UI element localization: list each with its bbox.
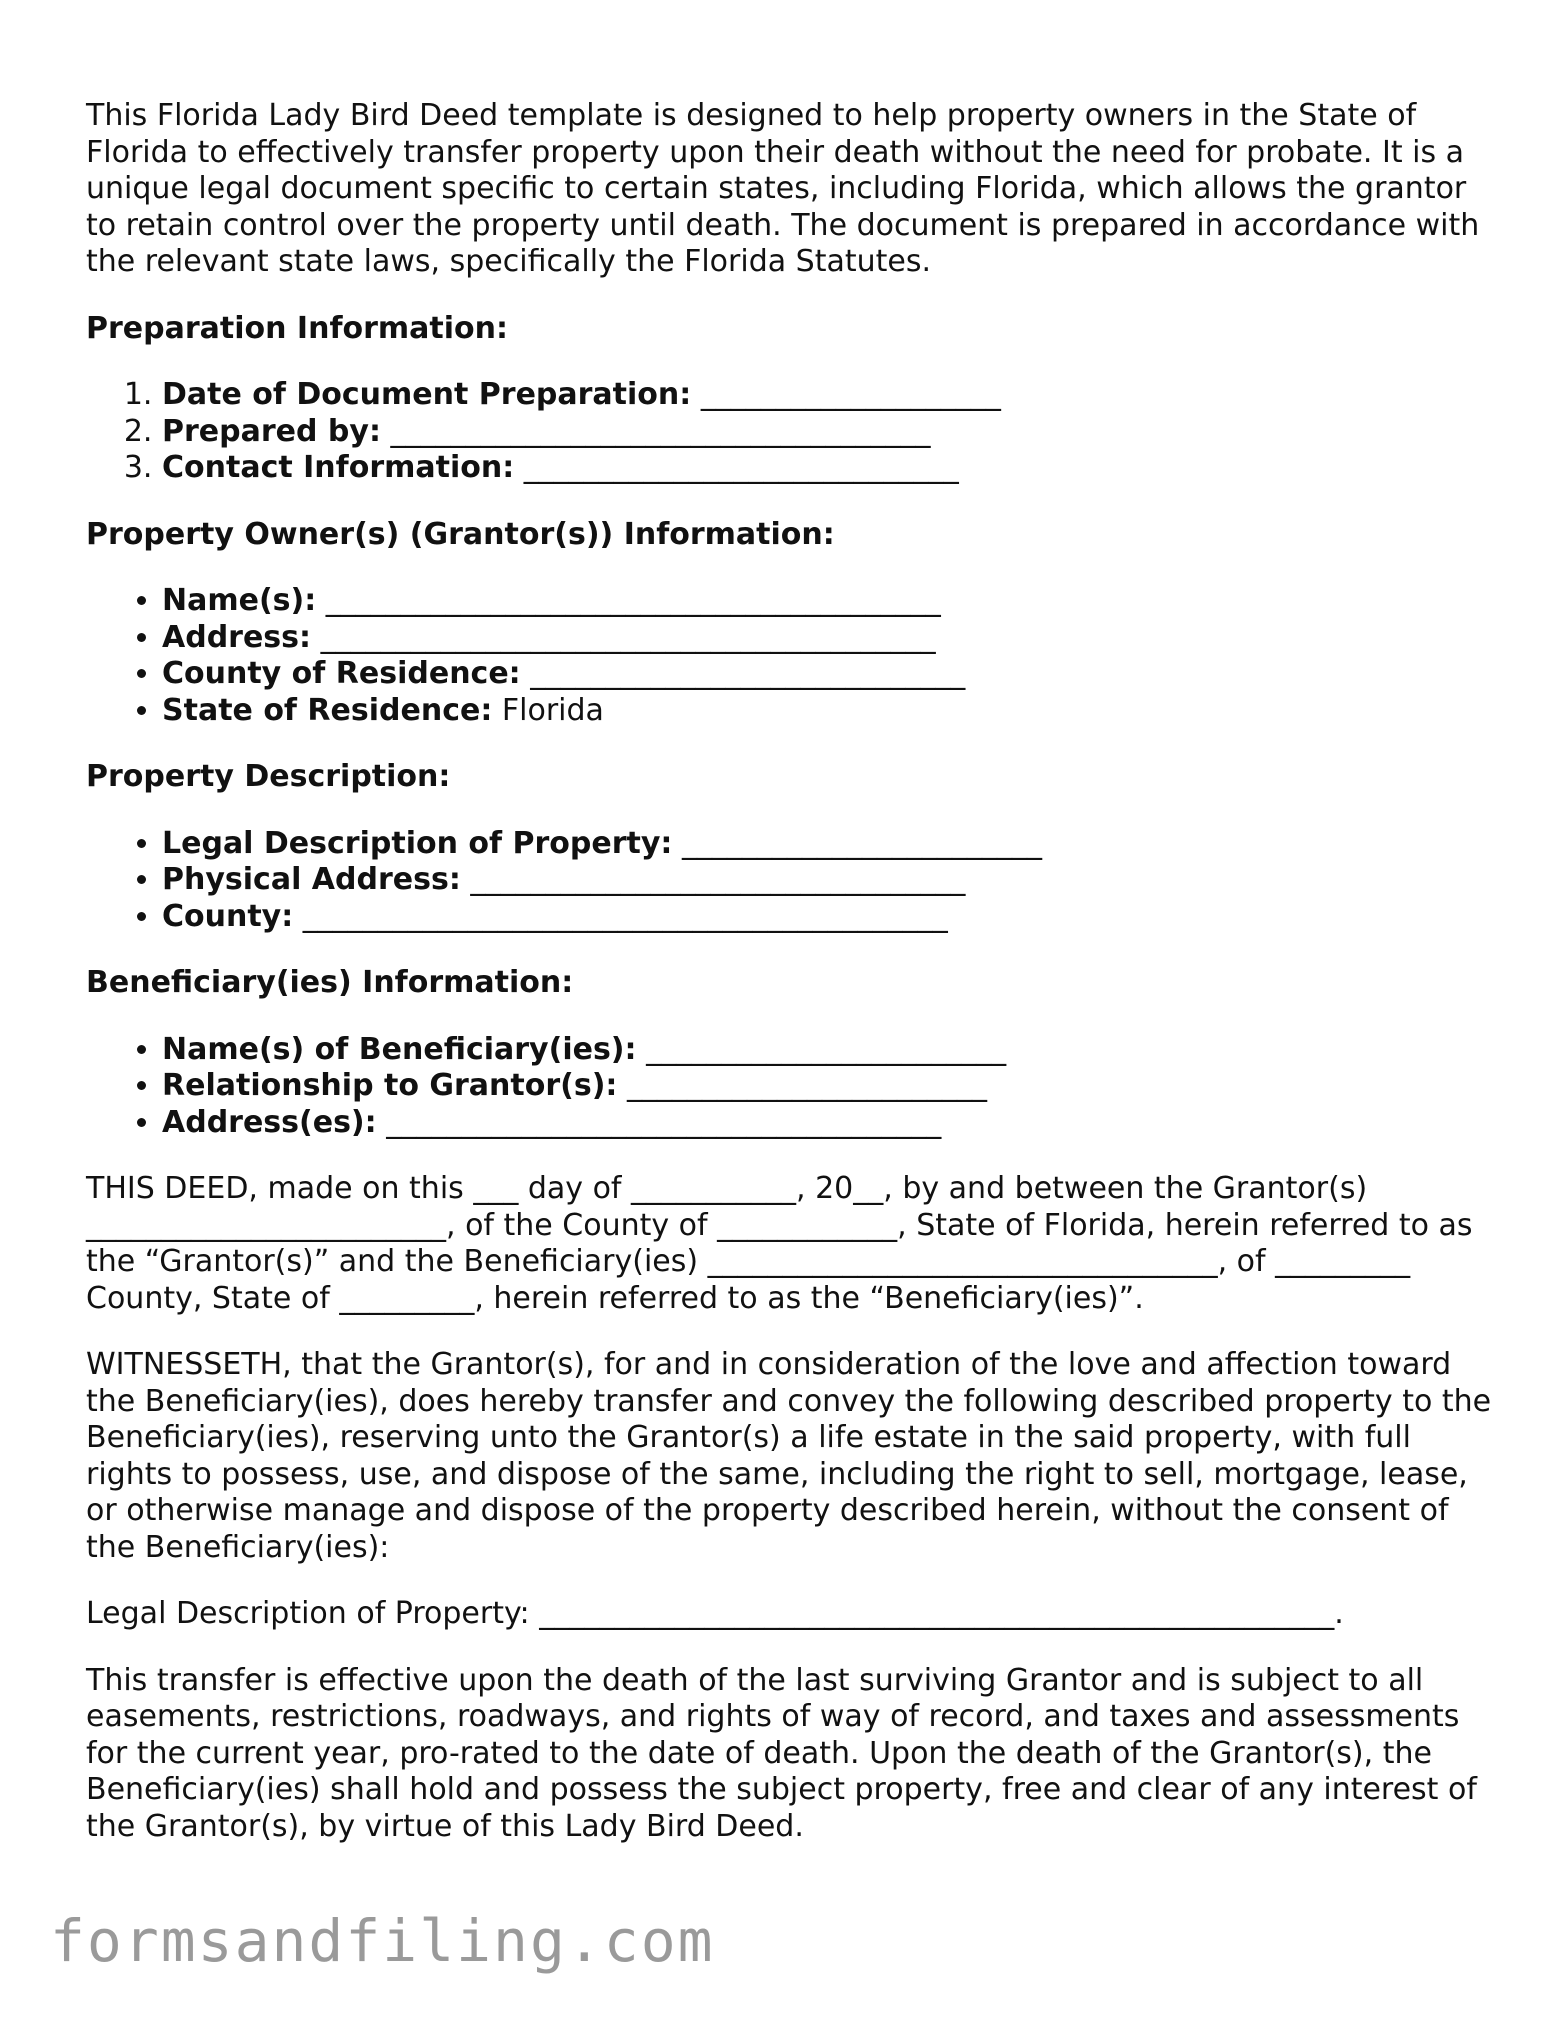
owner-item-names <box>162 583 1496 620</box>
field-label: Legal Description of Property: <box>162 825 673 861</box>
property-heading: Property Description: <box>86 759 451 794</box>
blank-line: ________________________ <box>681 825 1042 861</box>
property-item-county <box>162 899 1496 936</box>
property-list <box>86 826 1496 936</box>
blank-line: _____________________________________ <box>386 1104 942 1140</box>
blank-line: ________________________ <box>646 1031 1007 1067</box>
blank-line: _________________________________ <box>470 862 966 897</box>
beneficiary-heading: Beneficiary(ies) Information: <box>86 965 574 1000</box>
owner-item-county <box>162 656 1496 693</box>
field-label: Address: <box>162 619 312 655</box>
field-label: Name(s) of Beneficiary(ies): <box>162 1031 637 1067</box>
field-label: Relationship to Grantor(s): <box>162 1068 618 1103</box>
field-label: Physical Address: <box>162 862 461 897</box>
blank-line: ___________________________________________ <box>302 898 948 934</box>
field-label: Contact Information: <box>162 450 515 485</box>
property-item-address <box>162 862 1496 899</box>
blank-line: _________________________________________ <box>325 583 941 618</box>
owner-item-address <box>162 620 1496 657</box>
beneficiary-item-names <box>162 1032 1496 1069</box>
preparation-heading: Preparation Information: <box>86 310 508 346</box>
blank-line: _____________________________ <box>523 450 959 485</box>
beneficiary-item-address <box>162 1105 1496 1142</box>
property-item-legal <box>162 826 1496 863</box>
blank-line: ____________________________________ <box>390 413 931 449</box>
watermark-logo: formsandfiling.com <box>50 1907 715 1975</box>
field-label: State of Residence: <box>162 692 493 728</box>
intro-paragraph: This Florida Lady Bird Deed template is designed to help property owners in the State of Florida to effectively transfer property upon their death without the need for probate. It is a unique legal document specific to certain states, including Florida, which allows the grantor to retain control over the property until death. The document is prepared in accordance with the relevant state laws, specifically the Florida Statutes. <box>86 98 1480 279</box>
blank-line: ____________________ <box>700 377 1001 412</box>
beneficiary-item-relationship <box>162 1068 1496 1105</box>
field-value: Florida <box>501 692 604 728</box>
field-label: County: <box>162 898 294 934</box>
blank-line: ________________________ <box>626 1068 987 1103</box>
preparation-item-contact <box>162 450 1496 487</box>
field-label: Address(es): <box>162 1104 377 1140</box>
blank-line: _____________________________ <box>530 656 966 691</box>
witnesseth-paragraph: WITNESSETH, that the Grantor(s), for and in consideration of the love and affection toward the Beneficiary(ies), does hereby transfer and convey the following described property to the Beneficiary(ies), reserving unto the Grantor(s) a life estate in the said property, with full rights to possess, use, and dispose of the same, including the right to sell, mortgage, lease, or otherwise manage and dispose of the property described herein, without the consent of the Beneficiary(ies): <box>86 1347 1492 1565</box>
beneficiary-list <box>86 1032 1496 1142</box>
owner-item-state <box>162 693 1496 730</box>
preparation-item-date <box>162 377 1496 414</box>
blank-line: _________________________________________ <box>320 619 936 655</box>
field-label: Prepared by: <box>162 413 381 449</box>
document-body <box>86 98 1496 1875</box>
owner-list <box>86 583 1496 729</box>
legal-description-line: Legal Description of Property: _____________________________________________________. <box>86 1596 1344 1631</box>
field-label: County of Residence: <box>162 656 521 691</box>
field-label: Name(s): <box>162 583 317 618</box>
deed-paragraph: THIS DEED, made on this ___ day of ___________, 20__, by and between the Grantor(s) ________________________, of the County of ____________, State of Florida, herein referred to as the “Grantor(s)” and the Beneficiary(ies) __________________________________, of _________ County, State of _________, herein referred to as the “Beneficiary(ies)”. <box>86 1171 1473 1316</box>
owner-heading: Property Owner(s) (Grantor(s)) Information: <box>86 516 835 552</box>
field-label: Date of Document Preparation: <box>162 377 692 412</box>
preparation-item-prepared-by <box>162 414 1496 451</box>
preparation-list <box>86 377 1496 487</box>
transfer-paragraph: This transfer is effective upon the death of the last surviving Grantor and is subject to all easements, restrictions, roadways, and rights of way of record, and taxes and assessments for the current year, pro-rated to the date of death. Upon the death of the Grantor(s), the Beneficiary(ies) shall hold and possess the subject property, free and clear of any interest of the Grantor(s), by virtue of this Lady Bird Deed. <box>86 1662 1477 1844</box>
